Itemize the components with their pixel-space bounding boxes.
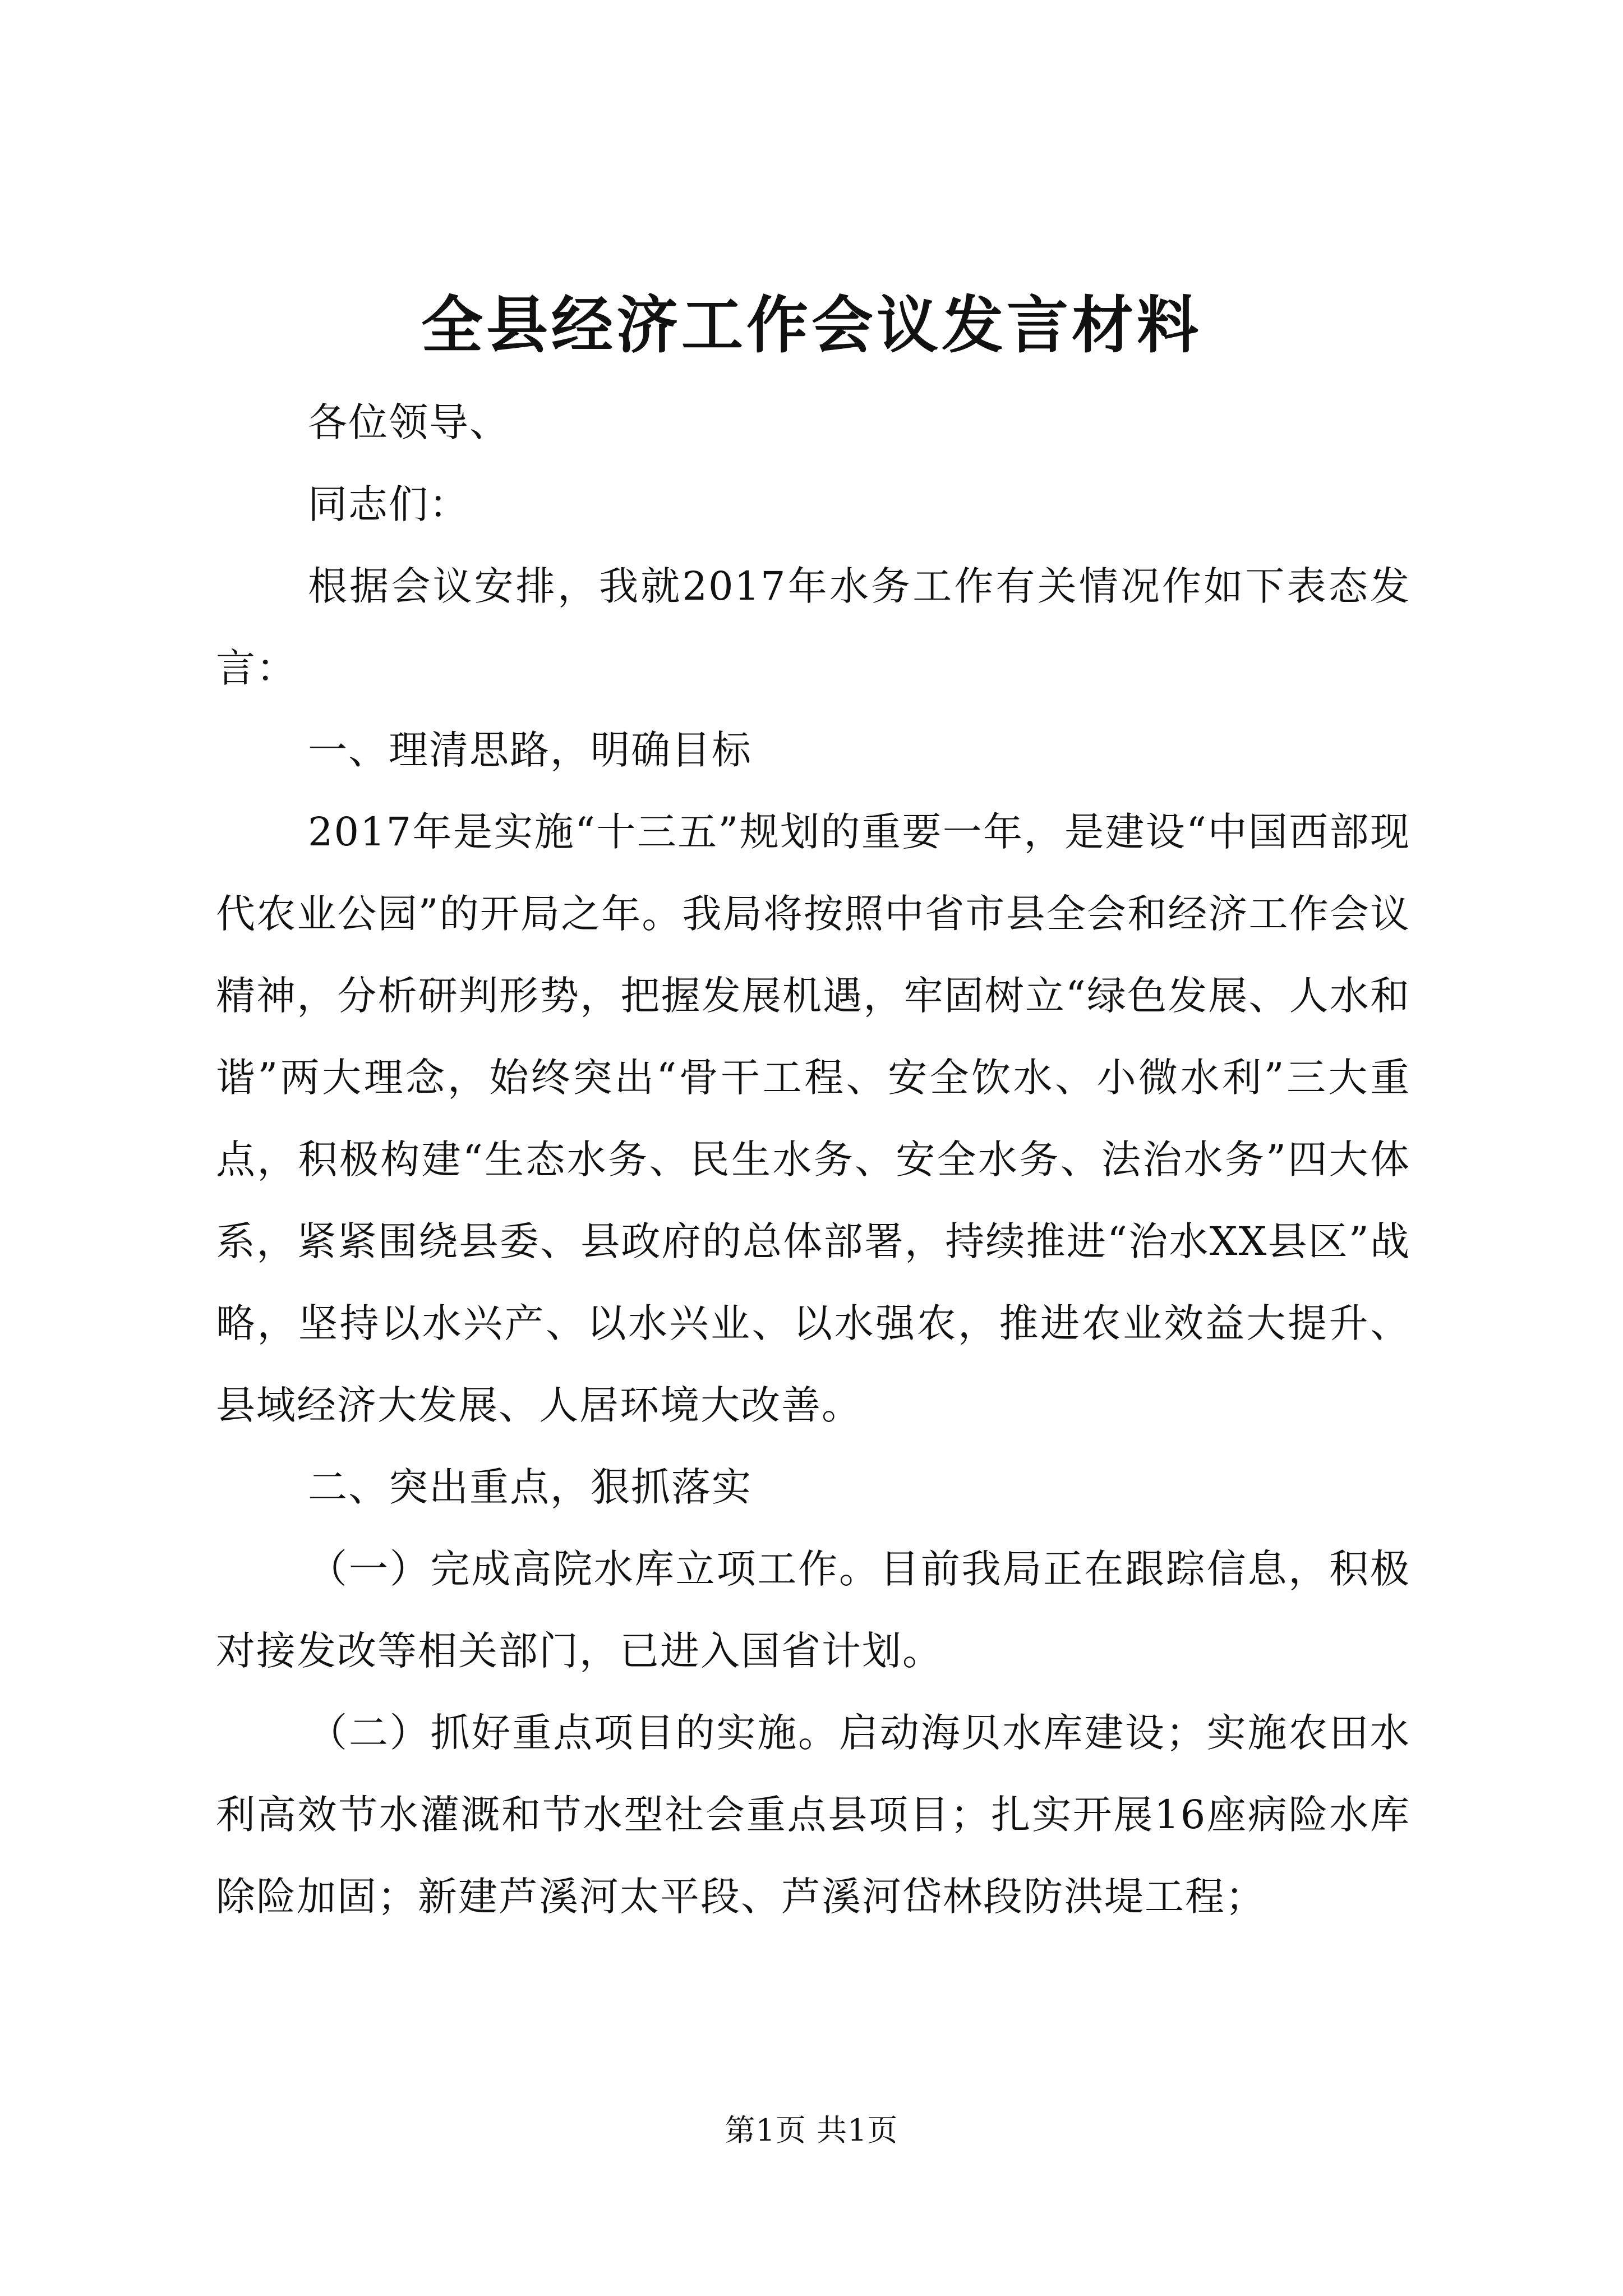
section-1-paragraph: 2017年是实施“十三五”规划的重要一年，是建设“中国西部现代农业公园”的开局之年。我局将按照中省市县全会和经济工作会议精神，分析研判形势，把握发展机遇，牢固树立“绿色发展、人水和谐”两大理念，始终突出“骨干工程、安全饮水、小微水利”三大重点，积极构建“生态水务、民生水务、安全水务、法治水务”四大体系，紧紧围绕县委、县政府的总体部署，持续推进“治水XX县区”战略，坚持以水兴产、以水兴业、以水强农，推进农业效益大提升、县域经济大发展、人居环境大改善。 (216, 809, 1410, 1428)
document-title: 全县经济工作会议发言材料 (421, 289, 1202, 361)
page-footer: 第1页 共1页 (725, 2113, 898, 2148)
item-1-paragraph: （一）完成高院水库立项工作。目前我局正在跟踪信息，积极对接发改等相关部门，已进入国省计划。 (216, 1546, 1410, 1674)
section-heading-1: 一、理清思路，明确目标 (308, 727, 752, 773)
section-heading-2: 二、突出重点，狠抓落实 (308, 1464, 752, 1510)
salutation-line-1: 各位领导、 (308, 399, 510, 445)
intro-paragraph: 根据会议安排，我就2017年水务工作有关情况作如下表态发言： (216, 563, 1410, 691)
document-body (216, 381, 1410, 1938)
item-2-paragraph: （二）抓好重点项目的实施。启动海贝水库建设；实施农田水利高效节水灌溉和节水型社会重点县项目；扎实开展16座病险水库除险加固；新建芦溪河太平段、芦溪河岱林段防洪堤工程； (216, 1710, 1410, 1920)
salutation-line-2: 同志们： (308, 481, 469, 527)
